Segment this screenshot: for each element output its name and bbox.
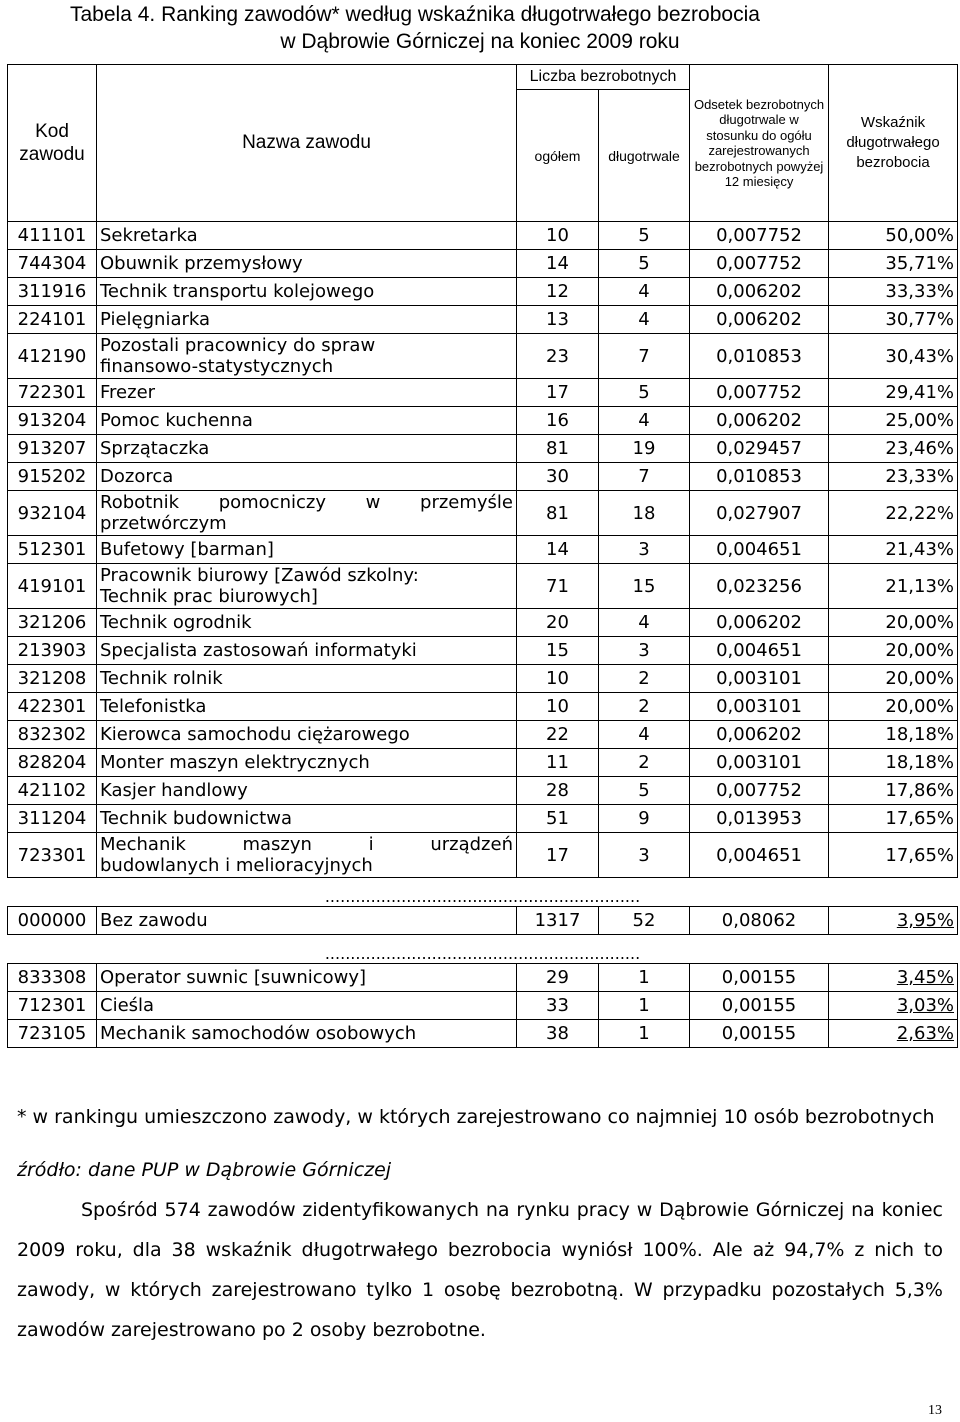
occupation-name: Monter maszyn elektrycznych [97, 749, 517, 777]
occupation-name: Pielęgniarka [97, 306, 517, 334]
table-row [8, 407, 958, 435]
count-total: 12 [517, 278, 599, 306]
table-row [8, 463, 958, 491]
long-term-share: 0,006202 [690, 407, 829, 435]
header-ogolem: ogółem [517, 90, 599, 222]
count-total: 30 [517, 463, 599, 491]
long-term-share: 0,010853 [690, 334, 829, 379]
long-term-share: 0,013953 [690, 805, 829, 833]
count-long-term: 5 [599, 222, 690, 250]
table-row [8, 222, 958, 250]
occupation-name [97, 833, 517, 878]
count-total: 10 [517, 693, 599, 721]
occupation-code: 723105 [8, 1020, 97, 1048]
long-term-index: 30,77% [829, 306, 958, 334]
count-long-term: 15 [599, 564, 690, 609]
count-long-term: 2 [599, 665, 690, 693]
table-row [8, 491, 958, 536]
count-long-term: 4 [599, 306, 690, 334]
long-term-index: 20,00% [829, 609, 958, 637]
count-total: 17 [517, 833, 599, 878]
count-long-term: 3 [599, 536, 690, 564]
count-total: 11 [517, 749, 599, 777]
occupation-code: 321208 [8, 665, 97, 693]
occupation-name: Operator suwnic [suwnicowy] [97, 964, 517, 992]
occupation-code: 932104 [8, 491, 97, 536]
long-term-share: 0,006202 [690, 278, 829, 306]
long-term-index: 33,33% [829, 278, 958, 306]
table-row [8, 334, 958, 379]
count-total: 20 [517, 609, 599, 637]
count-long-term: 2 [599, 749, 690, 777]
occupation-name-line-2: finansowo-statystycznych [100, 356, 334, 377]
count-long-term: 5 [599, 777, 690, 805]
count-total: 38 [517, 1020, 599, 1048]
table-row [8, 536, 958, 564]
header-nazwa-zawodu: Nazwa zawodu [97, 65, 517, 222]
count-total: 17 [517, 379, 599, 407]
count-long-term: 5 [599, 250, 690, 278]
count-long-term: 9 [599, 805, 690, 833]
long-term-index: 3,45% [829, 964, 958, 992]
count-total: 29 [517, 964, 599, 992]
long-term-index: 29,41% [829, 379, 958, 407]
page-number: 13 [928, 1403, 942, 1418]
caption-line-1: Tabela 4. Ranking zawodów* według wskaźnika długotrwałego bezrobocia [70, 3, 760, 26]
occupation-name: Technik transportu kolejowego [97, 278, 517, 306]
count-total: 51 [517, 805, 599, 833]
occupation-code: 412190 [8, 334, 97, 379]
count-long-term: 3 [599, 637, 690, 665]
ellipsis-row [8, 935, 958, 964]
occupation-code: 512301 [8, 536, 97, 564]
count-long-term: 7 [599, 334, 690, 379]
table-row [8, 435, 958, 463]
table-row [8, 907, 958, 935]
count-total: 14 [517, 536, 599, 564]
occupation-name-line-1: Robotnik pomocniczy w przemyśle [100, 492, 513, 513]
table-row [8, 777, 958, 805]
occupation-name-line-1: Mechanik maszyn i urządzeń [100, 834, 513, 855]
ellipsis-row [8, 878, 958, 907]
long-term-share: 0,006202 [690, 721, 829, 749]
occupation-code: 915202 [8, 463, 97, 491]
occupation-name: Technik ogrodnik [97, 609, 517, 637]
occupation-code: 832302 [8, 721, 97, 749]
occupation-code: 723301 [8, 833, 97, 878]
occupation-name: Dozorca [97, 463, 517, 491]
count-long-term: 3 [599, 833, 690, 878]
count-total: 71 [517, 564, 599, 609]
occupation-code: 411101 [8, 222, 97, 250]
occupation-code: 311916 [8, 278, 97, 306]
count-long-term: 4 [599, 278, 690, 306]
long-term-index: 23,33% [829, 463, 958, 491]
count-total: 15 [517, 637, 599, 665]
ranking-table [7, 64, 958, 1048]
long-term-index: 35,71% [829, 250, 958, 278]
header-odsetek: Odsetek bezrobotnych długotrwale w stosunku do ogółu zarejestrowanych bezrobotnych powyżej 12 miesięcy [690, 65, 829, 222]
table-row [8, 278, 958, 306]
table-row [8, 609, 958, 637]
count-total: 10 [517, 222, 599, 250]
occupation-code: 833308 [8, 964, 97, 992]
occupation-name-line-2: Technik prac biurowych] [100, 586, 318, 607]
ellipsis: .............................................................. [8, 878, 958, 907]
long-term-share: 0,08062 [690, 907, 829, 935]
occupation-name: Telefonistka [97, 693, 517, 721]
header-dlugotrwale: długotrwale [599, 90, 690, 222]
occupation-name: Mechanik samochodów osobowych [97, 1020, 517, 1048]
occupation-name: Kierowca samochodu ciężarowego [97, 721, 517, 749]
occupation-name: Specjalista zastosowań informatyki [97, 637, 517, 665]
long-term-share: 0,004651 [690, 536, 829, 564]
count-long-term: 18 [599, 491, 690, 536]
long-term-share: 0,007752 [690, 250, 829, 278]
count-long-term: 1 [599, 964, 690, 992]
count-long-term: 19 [599, 435, 690, 463]
occupation-name [97, 334, 517, 379]
long-term-index: 20,00% [829, 637, 958, 665]
occupation-name: Obuwnik przemysłowy [97, 250, 517, 278]
table-row [8, 665, 958, 693]
occupation-code: 828204 [8, 749, 97, 777]
footnote: * w rankingu umieszczono zawody, w których zarejestrowano co najmniej 10 osób bezrobotnych [17, 1106, 935, 1128]
table-row [8, 721, 958, 749]
count-total: 13 [517, 306, 599, 334]
summary-paragraph [17, 1190, 943, 1350]
count-total: 10 [517, 665, 599, 693]
long-term-index: 21,13% [829, 564, 958, 609]
occupation-name: Bufetowy [barman] [97, 536, 517, 564]
table-row [8, 379, 958, 407]
occupation-name: Frezer [97, 379, 517, 407]
occupation-name-line-1: Pracownik biurowy [Zawód szkolny: [100, 565, 419, 586]
occupation-code: 000000 [8, 907, 97, 935]
long-term-index: 22,22% [829, 491, 958, 536]
long-term-share: 0,007752 [690, 222, 829, 250]
count-total: 81 [517, 491, 599, 536]
occupation-code: 712301 [8, 992, 97, 1020]
occupation-name: Technik rolnik [97, 665, 517, 693]
table-row [8, 693, 958, 721]
long-term-share: 0,004651 [690, 637, 829, 665]
long-term-index: 17,86% [829, 777, 958, 805]
count-long-term: 1 [599, 1020, 690, 1048]
long-term-share: 0,010853 [690, 463, 829, 491]
occupation-code: 311204 [8, 805, 97, 833]
header-wskaznik: Wskaźnik długotrwałego bezrobocia [829, 65, 958, 222]
count-total: 28 [517, 777, 599, 805]
occupation-code: 213903 [8, 637, 97, 665]
long-term-index: 17,65% [829, 833, 958, 878]
long-term-index: 20,00% [829, 693, 958, 721]
ellipsis: .............................................................. [8, 935, 958, 964]
long-term-index: 3,95% [829, 907, 958, 935]
count-long-term: 52 [599, 907, 690, 935]
occupation-code: 421102 [8, 777, 97, 805]
occupation-name [97, 564, 517, 609]
table-row [8, 964, 958, 992]
occupation-code: 321206 [8, 609, 97, 637]
long-term-index: 23,46% [829, 435, 958, 463]
long-term-share: 0,00155 [690, 964, 829, 992]
occupation-name: Sprzątaczka [97, 435, 517, 463]
caption-line-2: w Dąbrowie Górniczej na koniec 2009 roku [280, 30, 680, 53]
long-term-share: 0,003101 [690, 693, 829, 721]
count-total: 14 [517, 250, 599, 278]
count-total: 33 [517, 992, 599, 1020]
occupation-name: Pomoc kuchenna [97, 407, 517, 435]
count-total: 16 [517, 407, 599, 435]
table-row [8, 749, 958, 777]
table-row [8, 805, 958, 833]
long-term-share: 0,003101 [690, 749, 829, 777]
count-long-term: 4 [599, 721, 690, 749]
occupation-name-line-2: przetwórczym [100, 513, 227, 534]
occupation-name-line-2: budowlanych i melioracyjnych [100, 855, 373, 876]
long-term-index: 18,18% [829, 749, 958, 777]
table-row [8, 637, 958, 665]
occupation-name: Cieśla [97, 992, 517, 1020]
table-row [8, 250, 958, 278]
occupation-name: Sekretarka [97, 222, 517, 250]
occupation-name: Kasjer handlowy [97, 777, 517, 805]
occupation-code: 913204 [8, 407, 97, 435]
header-kod-zawodu: Kod zawodu [8, 65, 97, 222]
count-long-term: 5 [599, 379, 690, 407]
count-long-term: 4 [599, 609, 690, 637]
occupation-code: 744304 [8, 250, 97, 278]
occupation-code: 419101 [8, 564, 97, 609]
count-total: 23 [517, 334, 599, 379]
long-term-share: 0,006202 [690, 306, 829, 334]
long-term-index: 18,18% [829, 721, 958, 749]
header-liczba-bezrobotnych: Liczba bezrobotnych [517, 65, 690, 90]
long-term-index: 21,43% [829, 536, 958, 564]
occupation-code: 913207 [8, 435, 97, 463]
count-long-term: 1 [599, 992, 690, 1020]
long-term-share: 0,00155 [690, 992, 829, 1020]
occupation-name: Technik budownictwa [97, 805, 517, 833]
table-row [8, 306, 958, 334]
occupation-name [97, 491, 517, 536]
occupation-code: 722301 [8, 379, 97, 407]
count-long-term: 4 [599, 407, 690, 435]
occupation-name: Bez zawodu [97, 907, 517, 935]
long-term-share: 0,023256 [690, 564, 829, 609]
long-term-index: 3,03% [829, 992, 958, 1020]
long-term-share: 0,029457 [690, 435, 829, 463]
count-total: 81 [517, 435, 599, 463]
long-term-share: 0,006202 [690, 609, 829, 637]
long-term-index: 30,43% [829, 334, 958, 379]
occupation-code: 224101 [8, 306, 97, 334]
long-term-index: 17,65% [829, 805, 958, 833]
occupation-name-line-1: Pozostali pracownicy do spraw [100, 335, 376, 356]
long-term-share: 0,004651 [690, 833, 829, 878]
count-long-term: 7 [599, 463, 690, 491]
long-term-share: 0,007752 [690, 777, 829, 805]
count-total: 22 [517, 721, 599, 749]
long-term-index: 25,00% [829, 407, 958, 435]
count-long-term: 2 [599, 693, 690, 721]
occupation-code: 422301 [8, 693, 97, 721]
table-row [8, 1020, 958, 1048]
long-term-share: 0,007752 [690, 379, 829, 407]
table-row [8, 833, 958, 878]
table-row [8, 564, 958, 609]
count-total: 1317 [517, 907, 599, 935]
source-note: źródło: dane PUP w Dąbrowie Górniczej [17, 1159, 392, 1181]
long-term-share: 0,027907 [690, 491, 829, 536]
table-row [8, 992, 958, 1020]
summary-text: Spośród 574 zawodów zidentyfikowanych na rynku pracy w Dąbrowie Górniczej na koniec 2009 roku, dla 38 wskaźnik długotrwałego bezrobocia wyniósł 100%. Ale aż 94,7% z nich to zawody, w których zarejestrowano tylko 1 osobę bezrobotną. W przypadku pozostałych 5,3% zawodów zarejestrowano po 2 osoby bezrobotne. [17, 1199, 943, 1341]
long-term-share: 0,00155 [690, 1020, 829, 1048]
long-term-index: 2,63% [829, 1020, 958, 1048]
long-term-index: 20,00% [829, 665, 958, 693]
long-term-index: 50,00% [829, 222, 958, 250]
long-term-share: 0,003101 [690, 665, 829, 693]
ranking-table-body [8, 222, 958, 1048]
